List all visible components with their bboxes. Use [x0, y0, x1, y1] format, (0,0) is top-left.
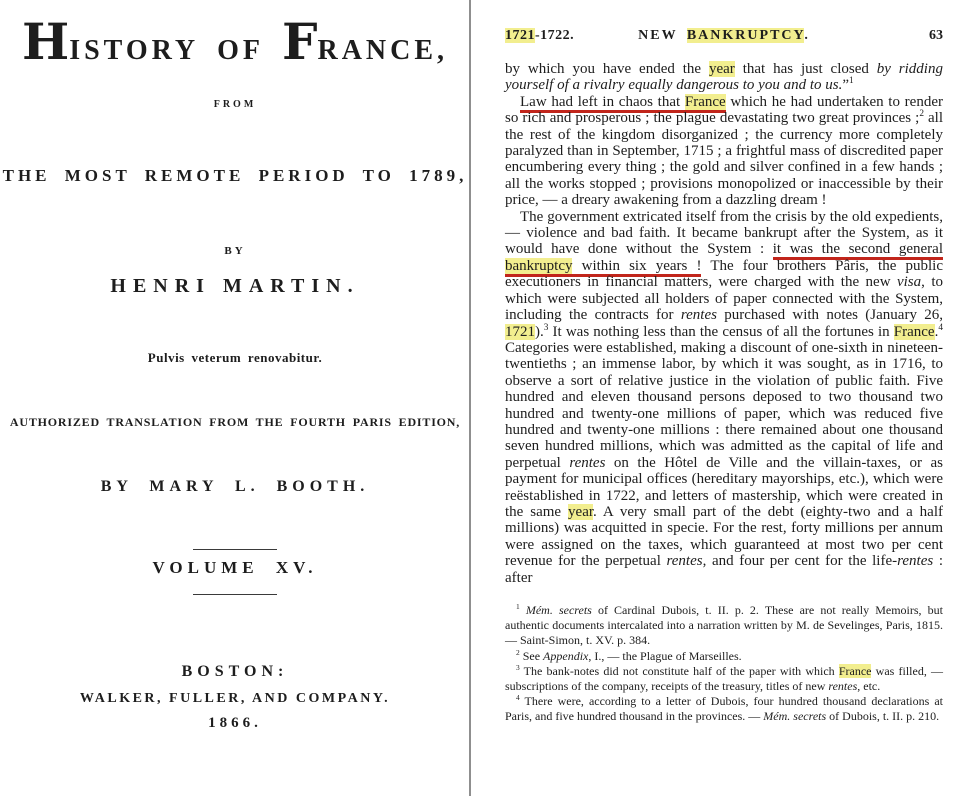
- footnote-2: $^2$ See Appendix, I., — the Plague of Marseilles.: [516, 647, 742, 663]
- running-head-title: NEW BANKRUPTCY.: [638, 28, 810, 43]
- publisher-city: BOSTON:: [181, 663, 289, 680]
- volume-label: VOLUME XV.: [152, 558, 318, 577]
- title-initial-f: F: [281, 12, 318, 71]
- footnote-4: $^4$ There were, according to a letter of Dubois, four hundred thousand declarations at Paris, and five hundred thousand in the provinces. — Mém. secrets of Dubois, t. II. p. 210.: [505, 693, 943, 724]
- footnote-1: $^1$ Mém. secrets of Cardinal Dubois, t. II. p. 2. These are not really Memoirs, but authentic documents intercalated into a narration written by M. de Sevelinges, Paris, 1815. — Saint-Simon, t. XV. p. 384.: [505, 602, 944, 648]
- title-initial-h: H: [21, 12, 70, 71]
- paragraph-1: by which you have ended the year that has just closed by ridding yourself of a rivalry equally dangerous to you and to us.”$^1$: [505, 61, 943, 94]
- title-text-istory: ISTORY: [69, 35, 200, 66]
- from-label: FROM: [213, 99, 257, 110]
- running-head: [505, 28, 943, 46]
- running-head-date: 1721-1722.: [505, 28, 575, 43]
- paragraph-3: The government extricated itself from the crisis by the old expedients, — violence and bad faith. It became bankrupt after the System, as it would have done without the System : it was the second general bankruptcy within six years ! The four brothers Pâris, the public executioners in financial matters, were charged with the new visa, to which were subjected all holders of paper connected with the System, including the contracts for rentes purchased with notes (January 26, 1721).$^3$ It was nothing less than the census of all the fortunes in France.$^4$ Categories were established, making a discount of one-sixth in nineteen-twentieths ; an immense labor, by which it was sought, as in 1716, to observe a sort of relative justice in the violation of public faith. Five hundred and eleven thousand persons deposed to two thousand two hundred and twenty-one millions of paper, which was reduced five hundred and twenty-one millions : there remained about one thousand seven hundred millions, which was admitted as the capital of life and perpetual rentes on the Hôtel de Ville and the villain-taxes, or as payment for municipal offices (hereditary mayorships, etc.), which were reëstablished in 1722, and letters of mastership, which were created in the same year. A very small part of the debt (eighty-two and a half millions) was acquitted in specie. For the rest, forty millions per annum were assigned on the taxes, which guaranteed at most two per cent revenue for the perpetual rentes, and four per cent for the life-rentes : after: [505, 208, 944, 586]
- author-name: HENRI MARTIN.: [110, 275, 360, 297]
- publication-year: 1866.: [208, 715, 262, 731]
- title-text-of: OF: [217, 35, 264, 66]
- book-title: [0, 14, 470, 83]
- motto: Pulvis veterum renovabitur.: [147, 350, 323, 365]
- title-page: [0, 0, 470, 796]
- publisher-name: WALKER, FULLER, AND COMPANY.: [79, 691, 391, 706]
- footnotes-section: [505, 603, 943, 725]
- text-page: [471, 0, 962, 796]
- volume-rule-top: [193, 549, 277, 550]
- translator-name: BY MARY L. BOOTH.: [100, 478, 370, 495]
- subtitle: THE MOST REMOTE PERIOD TO 1789,: [2, 166, 468, 185]
- paragraph-2: Law had left in chaos that France which he had undertaken to render so rich and prosperous ; the plague devastating two great provinces ;$^2$ all the rest of the kingdom disorganized ; the currency more completely paralyzed than in September, 1715 ; a frightful mass of discredited paper encumbering every thing ; the gold and silver confined in a few hands ; all the works stopped ; provisions monopolized or inaccessible by their price, — a dreary awakening from a dazzling dream !: [505, 93, 943, 209]
- volume-rule-bottom: [193, 594, 277, 595]
- by-label: BY: [224, 245, 246, 257]
- footnote-3: $^3$ The bank-notes did not constitute half of the paper with which France was filled, — subscriptions of the company, receipts of the treasury, titles of new rentes, etc.: [505, 662, 943, 694]
- page-number: 63: [929, 28, 943, 43]
- text-page-content: [505, 28, 943, 725]
- edition-note: AUTHORIZED TRANSLATION FROM THE FOURTH PARIS EDITION,: [9, 415, 461, 429]
- title-text-rance: RANCE,: [317, 35, 449, 66]
